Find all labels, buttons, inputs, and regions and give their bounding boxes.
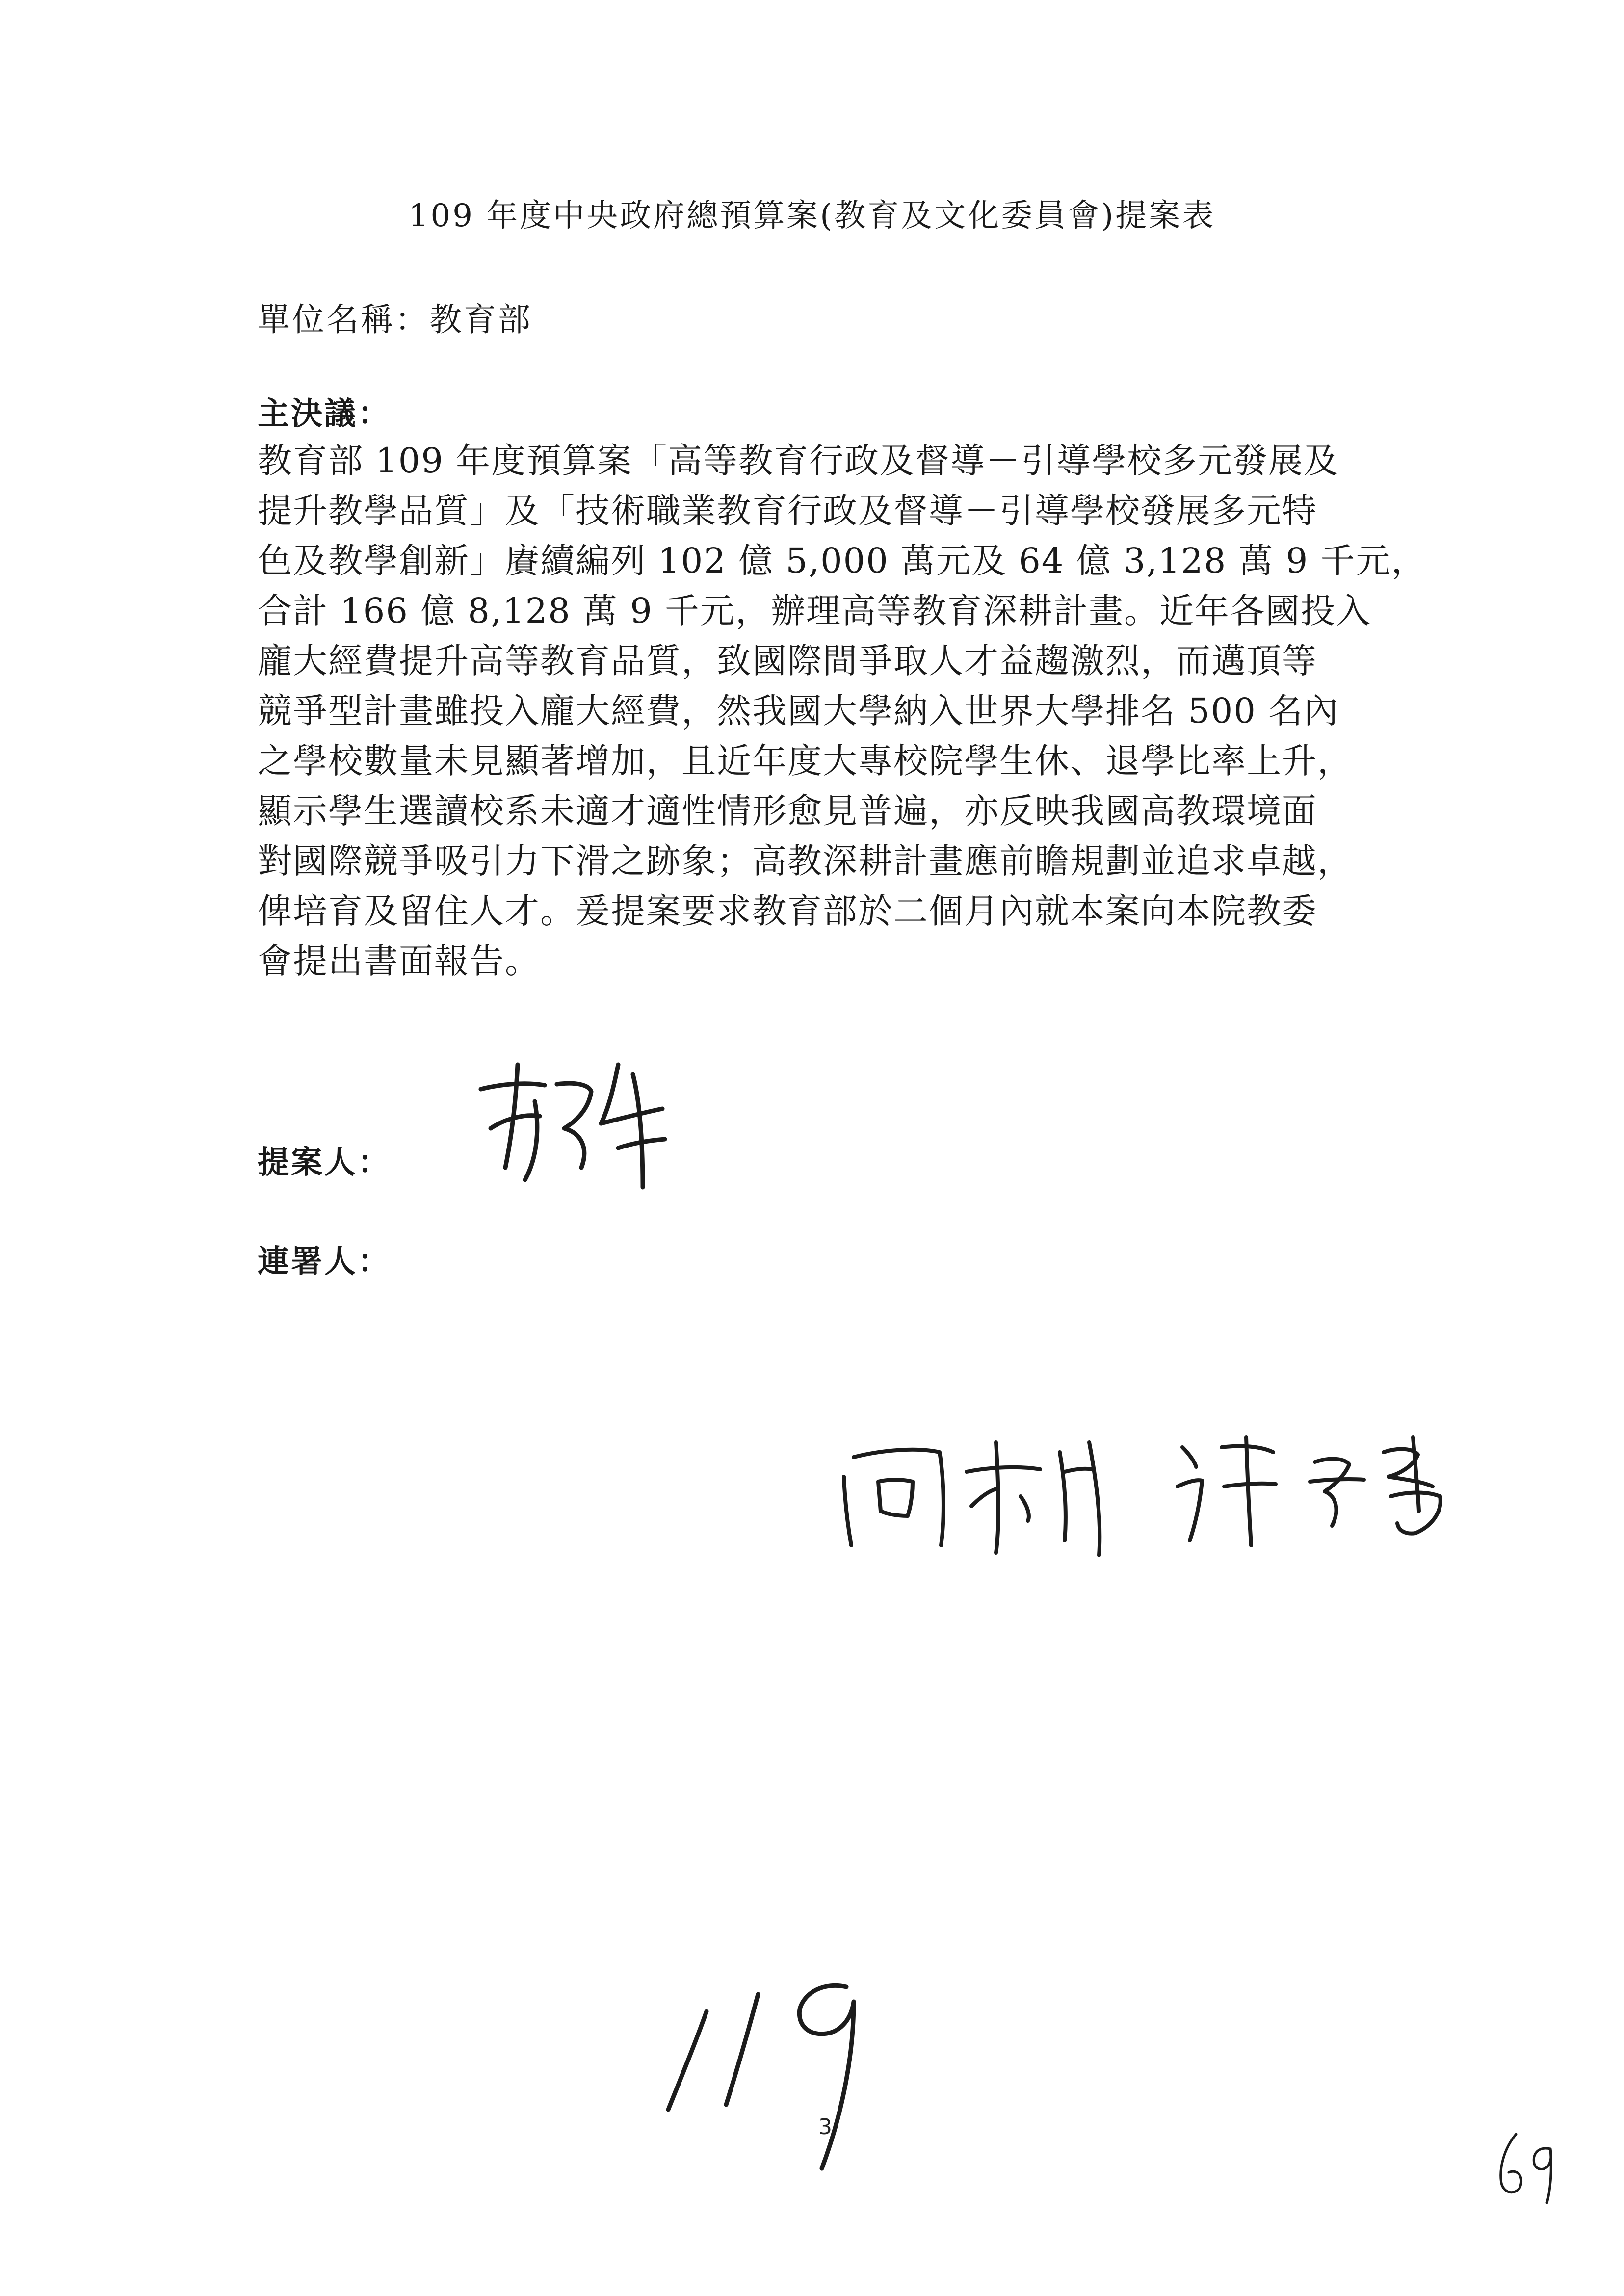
- body-line: 教育部 109 年度預算案「高等教育行政及督導－引導學校多元發展及: [258, 441, 1339, 481]
- cosigner-signature-2: [1168, 1418, 1472, 1565]
- handwritten-corner-number: [1489, 2119, 1568, 2208]
- resolution-body: [258, 436, 1425, 986]
- body-line: 競爭型計畫雖投入龐大經費，然我國大學納入世界大學排名 500 名內: [258, 691, 1339, 731]
- proposer-signature: [471, 1055, 697, 1202]
- unit-line: [258, 293, 532, 340]
- body-line: 對國際競爭吸引力下滑之跡象；高教深耕計畫應前瞻規劃並追求卓越，: [258, 841, 1353, 881]
- document-title: 109 年度中央政府總預算案(教育及文化委員會)提案表: [408, 198, 1216, 234]
- handwritten-page-number: [648, 1953, 903, 2178]
- proposer-label: 提案人：: [258, 1145, 391, 1181]
- body-line: 顯示學生選讀校系未適才適性情形愈見普遍，亦反映我國高教環境面: [258, 791, 1317, 831]
- body-line: 龐大經費提升高等教育品質，致國際間爭取人才益趨激烈，而邁頂等: [258, 641, 1317, 681]
- cosigner-signature-1: [834, 1423, 1138, 1570]
- body-line: 會提出書面報告。: [258, 941, 540, 981]
- body-line: 合計 166 億 8,128 萬 9 千元，辦理高等教育深耕計畫。近年各國投入: [258, 591, 1372, 631]
- body-line: 提升教學品質」及「技術職業教育行政及督導－引導學校發展多元特: [258, 491, 1317, 531]
- body-line: 色及教學創新」賡續編列 102 億 5,000 萬元及 64 億 3,128 萬 9 千元，: [258, 541, 1427, 581]
- printed-page-number: 3: [818, 2114, 832, 2139]
- body-line: 之學校數量未見顯著增加，且近年度大專校院學生休、退學比率上升，: [258, 741, 1353, 781]
- body-line: 俾培育及留住人才。爰提案要求教育部於二個月內就本案向本院教委: [258, 891, 1317, 931]
- unit-label: 單位名稱：: [258, 301, 429, 339]
- unit-name: 教育部: [429, 301, 532, 339]
- cosigner-label: 連署人：: [258, 1244, 391, 1280]
- resolution-heading: 主決議：: [258, 396, 391, 432]
